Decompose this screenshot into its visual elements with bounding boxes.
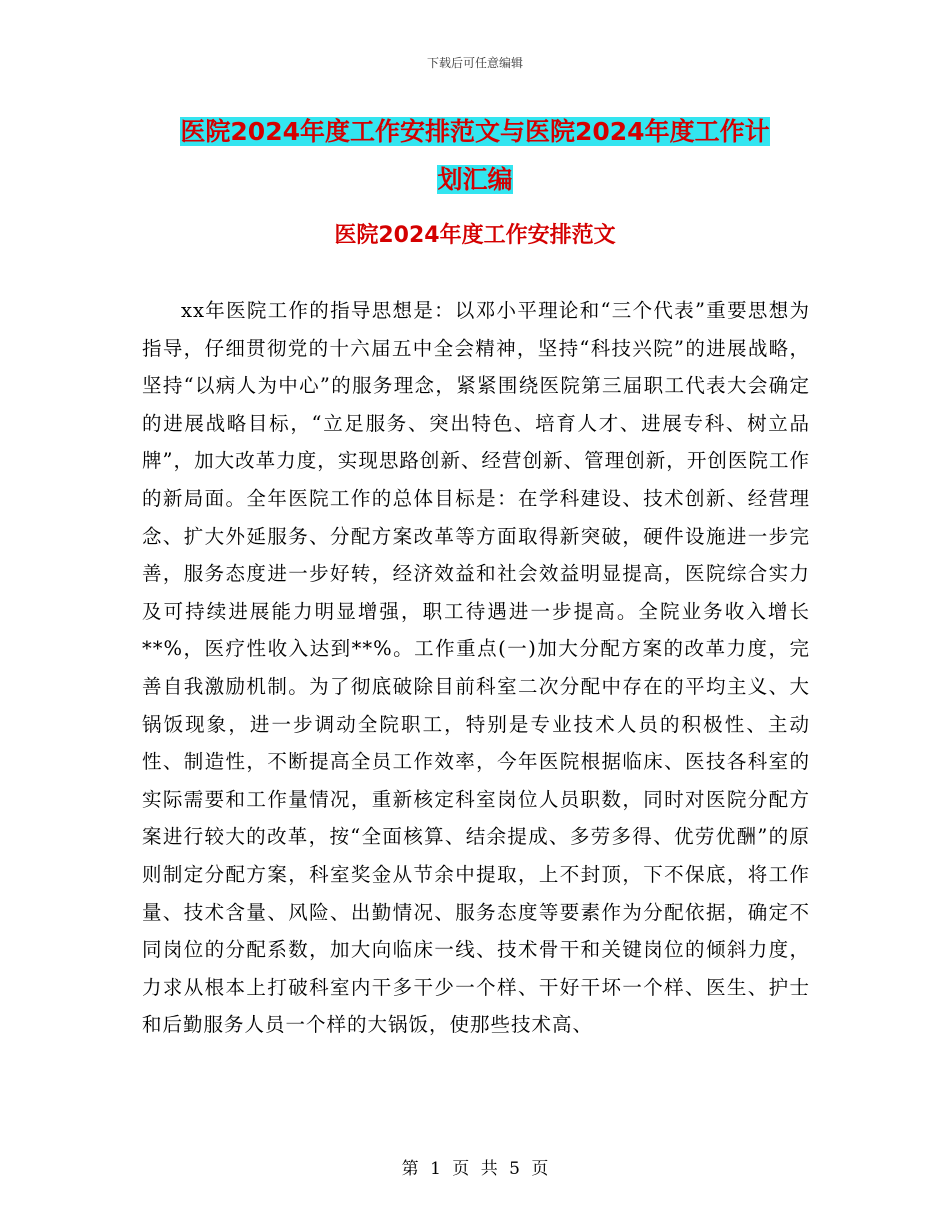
section-heading: 医院2024年度工作安排范文 [334, 223, 616, 248]
document-title-line1: 医院2024年度工作安排范文与医院2024年度工作计 [180, 117, 770, 146]
body-paragraph: xx年医院工作的指导思想是：以邓小平理论和“三个代表”重要思想为指导，仔细贯彻党的十六届五中全会精神，坚持“科技兴院”的进展战略，坚持“以病人为中心”的服务理念，紧紧围绕医院第三届职工代表大会确定的进展战略目标，“立足服务、突出特色、培育人才、进展专科、树立品牌”，加大改革力度，实现思路创新、经营创新、管理创新，开创医院工作的新局面。全年医院工作的总体目标是：在学科建设、技术创新、经营理念、扩大外延服务、分配方案改革等方面取得新突破，硬件设施进一步完善，服务态度进一步好转，经济效益和社会效益明显提高，医院综合实力及可持续进展能力明显增强，职工待遇进一步提高。全院业务收入增长**%，医疗性收入达到**%。工作重点(一)加大分配方案的改革力度，完善自我激励机制。为了彻底破除目前科室二次分配中存在的平均主义、大锅饭现象，进一步调动全院职工，特别是专业技术人员的积极性、主动性、制造性，不断提高全员工作效率，今年医院根据临床、医技各科室的实际需要和工作量情况，重新核定科室岗位人员职数，同时对医院分配方案进行较大的改革，按“全面核算、结余提成、多劳多得、优劳优酬”的原则制定分配方案，科室奖金从节余中提取，上不封顶，下不保底，将工作量、技术含量、风险、出勤情况、服务态度等要素作为分配依据，确定不同岗位的分配系数，加大向临床一线、技术骨干和关键岗位的倾斜力度，力求从根本上打破科室内干多干少一个样、干好干坏一个样、医生、护士和后勤服务人员一个样的大锅饭，使那些技术高、 [142, 299, 810, 1037]
document-title [140, 108, 810, 204]
page-header-note: 下载后可任意编辑 [426, 56, 523, 70]
document-title-line2: 划汇编 [437, 165, 513, 194]
page-number-footer: 第 1 页 共 5 页 [401, 1159, 549, 1179]
